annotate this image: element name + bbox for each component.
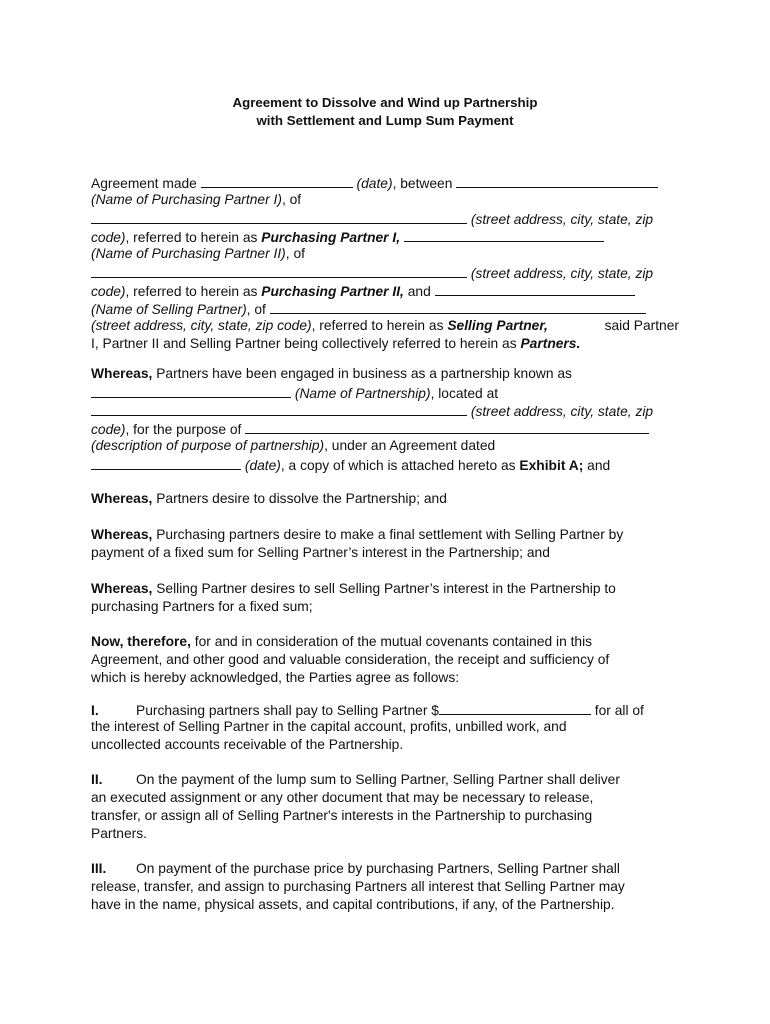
recital4-line-1: Whereas, Selling Partner desires to sell Selling Partner’s interest in the Partnership to — [91, 581, 616, 596]
lump-sum-amount-blank[interactable] — [439, 700, 591, 715]
partnership-name-blank[interactable] — [91, 383, 291, 398]
recital1-line-4: code), for the purpose of — [91, 419, 649, 439]
recital1-line-2: (Name of Partnership), located at — [91, 383, 498, 403]
recital1-line-3: (street address, city, state, zip — [91, 401, 653, 421]
purchasing-partner-2-address-blank[interactable] — [91, 263, 467, 278]
parties-line-3: (street address, city, state, zip — [91, 209, 653, 229]
document-title-line1: Agreement to Dissolve and Wind up Partnership — [232, 95, 538, 110]
parties-line-4: code), referred to herein as Purchasing Partner I, — [91, 227, 604, 247]
clause-2-line-2: an executed assignment or any other document that may be necessary to release, — [91, 790, 594, 805]
clause-2-line-3: transfer, or assign all of Selling Partner's interests in the Partnership to purchasing — [91, 808, 593, 823]
partnership-address-blank[interactable] — [91, 401, 467, 416]
clause-1-line-2: the interest of Selling Partner in the capital account, profits, unbilled work, and — [91, 719, 567, 734]
agreement-date-blank[interactable] — [91, 455, 241, 470]
recital3-line-2: payment of a fixed sum for Selling Partner’s interest in the Partnership; and — [91, 545, 550, 560]
clause-2-number: II. — [91, 772, 103, 787]
recital1-line-5: (description of purpose of partnership), under an Agreement dated — [91, 438, 496, 453]
now-therefore-line-3: which is hereby acknowledged, the Parties agree as follows: — [91, 670, 460, 685]
clause-2-line-1: II. On the payment of the lump sum to Selling Partner, Selling Partner shall deliver — [91, 772, 620, 787]
recital2-line-1: Whereas, Partners desire to dissolve the Partnership; and — [91, 491, 447, 506]
parties-line-2: (Name of Purchasing Partner I), of — [91, 192, 302, 207]
recital4-line-2: purchasing Partners for a fixed sum; — [91, 599, 313, 614]
date-blank[interactable] — [201, 173, 353, 188]
parties-line-9: (street address, city, state, zip code), referred to herein as Selling Partner, said Partner — [91, 318, 679, 333]
recital1-line-6: (date), a copy of which is attached hereto as Exhibit A; and — [91, 455, 610, 475]
recital3-line-1: Whereas, Purchasing partners desire to make a final settlement with Selling Partner by — [91, 527, 624, 542]
now-therefore-line-1: Now, therefore, for and in consideration of the mutual covenants contained in this — [91, 634, 593, 649]
recital1-line-1: Whereas, Partners have been engaged in business as a partnership known as — [91, 366, 572, 381]
purchasing-partner-2-name-blank[interactable] — [404, 227, 604, 242]
parties-line-1: Agreement made (date), between — [91, 173, 658, 193]
clause-2-line-4: Partners. — [91, 826, 147, 841]
parties-line-8: (Name of Selling Partner), of — [91, 299, 646, 319]
document-title-line2: with Settlement and Lump Sum Payment — [256, 113, 514, 128]
clause-3-line-1: III. On payment of the purchase price by purchasing Partners, Selling Partner shall — [91, 861, 620, 876]
purchasing-partner-1-address-blank[interactable] — [91, 209, 467, 224]
clause-1-line-1: I. Purchasing partners shall pay to Selling Partner $ for all of — [91, 700, 644, 720]
selling-partner-address-blank[interactable] — [270, 299, 646, 314]
clause-3-line-3: have in the name, physical assets, and capital contributions, if any, of the Partnership. — [91, 897, 615, 912]
selling-partner-name-blank[interactable] — [435, 281, 635, 296]
purpose-blank[interactable] — [245, 419, 649, 434]
parties-line-7: code), referred to herein as Purchasing Partner II, and — [91, 281, 635, 301]
now-therefore-line-2: Agreement, and other good and valuable consideration, the receipt and sufficiency of — [91, 652, 610, 667]
parties-line-6: (street address, city, state, zip — [91, 263, 653, 283]
clause-3-line-2: release, transfer, and assign to purchasing Partners all interest that Selling Partner may — [91, 879, 625, 894]
parties-line-5: (Name of Purchasing Partner II), of — [91, 246, 305, 261]
parties-line-10: I, Partner II and Selling Partner being collectively referred to herein as Partners. — [91, 336, 581, 351]
clause-1-line-3: uncollected accounts receivable of the Partnership. — [91, 737, 404, 752]
clause-1-number: I. — [91, 703, 99, 718]
clause-3-number: III. — [91, 861, 107, 876]
purchasing-partner-1-name-blank[interactable] — [456, 173, 658, 188]
